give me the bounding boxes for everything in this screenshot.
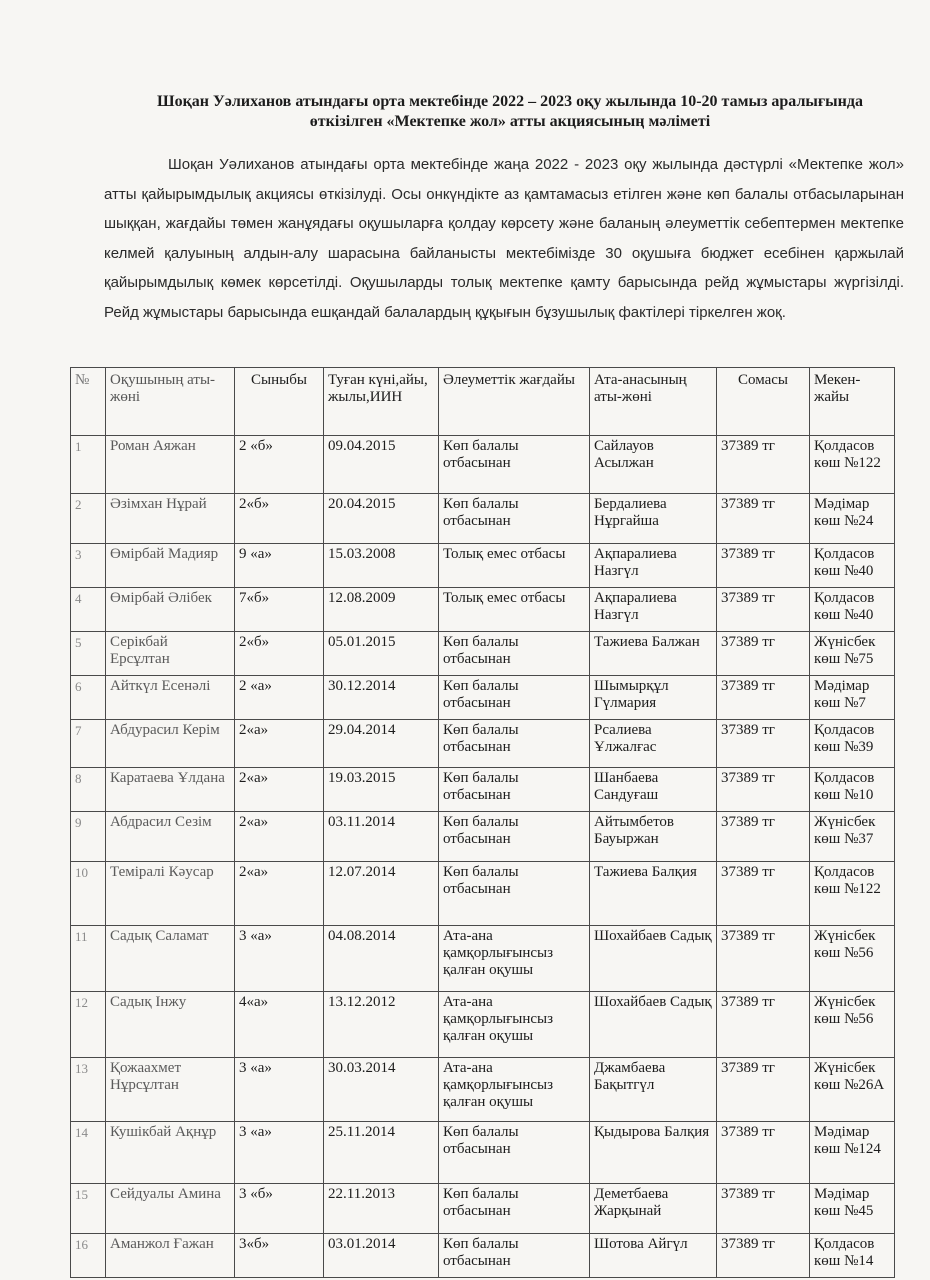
cell-birth-date: 13.12.2012 xyxy=(324,992,439,1058)
cell-row-number: 10 xyxy=(71,862,106,926)
table-row xyxy=(71,494,895,544)
cell-social-status: Толық емес отбасы xyxy=(439,588,590,632)
cell-address: Қолдасов көш №39 xyxy=(810,720,895,768)
cell-birth-date: 03.01.2014 xyxy=(324,1234,439,1278)
cell-parent-name: Айтымбетов Бауыржан xyxy=(590,812,717,862)
cell-address: Қолдасов көш №10 xyxy=(810,768,895,812)
cell-amount: 37389 тг xyxy=(717,494,810,544)
cell-class: 2 «б» xyxy=(235,436,324,494)
table-row xyxy=(71,1234,895,1278)
cell-birth-date: 05.01.2015 xyxy=(324,632,439,676)
cell-social-status: Ата-ана қамқорлығынсыз қалған оқушы xyxy=(439,992,590,1058)
cell-parent-name: Шымырқұл Гүлмария xyxy=(590,676,717,720)
table-row xyxy=(71,720,895,768)
document-title: Шоқан Уәлиханов атындағы орта мектебінде 2022 – 2023 оқу жылында 10-20 тамыз аралығында өткізілген «Мектепке жол» атты акциясының мәліметі xyxy=(157,93,863,130)
cell-address: Мәдімар көш №7 xyxy=(810,676,895,720)
cell-student-name: Әзімхан Нұрай xyxy=(106,494,235,544)
header-birth-date: Туған күні,айы, жылы,ИИН xyxy=(324,368,439,436)
cell-social-status: Көп балалы отбасынан xyxy=(439,720,590,768)
table-row xyxy=(71,632,895,676)
cell-amount: 37389 тг xyxy=(717,1184,810,1234)
cell-student-name: Садық Інжу xyxy=(106,992,235,1058)
table-row xyxy=(71,812,895,862)
cell-social-status: Көп балалы отбасынан xyxy=(439,862,590,926)
cell-address: Қолдасов көш №122 xyxy=(810,862,895,926)
cell-row-number: 15 xyxy=(71,1184,106,1234)
table-header-row xyxy=(71,368,895,436)
cell-address: Қолдасов көш №40 xyxy=(810,544,895,588)
cell-row-number: 14 xyxy=(71,1122,106,1184)
cell-amount: 37389 тг xyxy=(717,1234,810,1278)
cell-amount: 37389 тг xyxy=(717,926,810,992)
cell-social-status: Көп балалы отбасынан xyxy=(439,1184,590,1234)
table-row xyxy=(71,992,895,1058)
cell-amount: 37389 тг xyxy=(717,544,810,588)
cell-social-status: Ата-ана қамқорлығынсыз қалған оқушы xyxy=(439,1058,590,1122)
cell-row-number: 3 xyxy=(71,544,106,588)
cell-row-number: 9 xyxy=(71,812,106,862)
cell-parent-name: Ақпаралиева Назгүл xyxy=(590,544,717,588)
table-row xyxy=(71,436,895,494)
cell-row-number: 11 xyxy=(71,926,106,992)
cell-student-name: Роман Аяжан xyxy=(106,436,235,494)
cell-birth-date: 20.04.2015 xyxy=(324,494,439,544)
header-amount: Сомасы xyxy=(717,368,810,436)
cell-student-name: Кушікбай Ақнұр xyxy=(106,1122,235,1184)
cell-class: 7«б» xyxy=(235,588,324,632)
cell-class: 3«б» xyxy=(235,1234,324,1278)
cell-parent-name: Бердалиева Нұргайша xyxy=(590,494,717,544)
cell-row-number: 7 xyxy=(71,720,106,768)
cell-student-name: Сейдуалы Амина xyxy=(106,1184,235,1234)
cell-row-number: 1 xyxy=(71,436,106,494)
table-row xyxy=(71,862,895,926)
table-row xyxy=(71,1058,895,1122)
cell-address: Жүнісбек көш №56 xyxy=(810,926,895,992)
cell-amount: 37389 тг xyxy=(717,992,810,1058)
cell-student-name: Серікбай Ерсұлтан xyxy=(106,632,235,676)
cell-row-number: 4 xyxy=(71,588,106,632)
cell-class: 2«а» xyxy=(235,812,324,862)
cell-birth-date: 25.11.2014 xyxy=(324,1122,439,1184)
document-paragraph: Шоқан Уәлиханов атындағы орта мектебінде жаңа 2022 - 2023 оқу жылында дәстүрлі «Мектепке жол» атты қайырымдылық акциясы өткізілуді. Осы онкүндікте аз қамтамасыз етілген және көп балалы отбасыларынан шыққан, жағдайы төмен жанұядағы оқушыларға қолдау көрсету және баланың әлеуметтік себептермен мектепке келмей қалуының алдын-алу шарасына байланысты мектебімізде 30 оқушыға бюджет есебінен қаржылай қайырымдылық көмек көрсетілді. Оқушыларды толық мектепке қамту барысында рейд жұмыстары жүргізілді. Рейд жұмыстары барысында ешқандай балалардың құқығын бұзушылық фактілері тіркелген жоқ. xyxy=(104,156,904,321)
table-row xyxy=(71,544,895,588)
cell-social-status: Көп балалы отбасынан xyxy=(439,676,590,720)
cell-social-status: Көп балалы отбасынан xyxy=(439,812,590,862)
cell-social-status: Ата-ана қамқорлығынсыз қалған оқушы xyxy=(439,926,590,992)
cell-birth-date: 29.04.2014 xyxy=(324,720,439,768)
header-address: Мекен-жайы xyxy=(810,368,895,436)
cell-class: 2«а» xyxy=(235,862,324,926)
cell-class: 2«б» xyxy=(235,632,324,676)
cell-birth-date: 09.04.2015 xyxy=(324,436,439,494)
cell-class: 2«а» xyxy=(235,768,324,812)
students-table xyxy=(70,367,895,1278)
cell-parent-name: Шохайбаев Садық xyxy=(590,992,717,1058)
cell-parent-name: Джамбаева Бақытгүл xyxy=(590,1058,717,1122)
cell-birth-date: 12.07.2014 xyxy=(324,862,439,926)
cell-social-status: Көп балалы отбасынан xyxy=(439,632,590,676)
cell-amount: 37389 тг xyxy=(717,720,810,768)
cell-student-name: Өмірбай Мадияр xyxy=(106,544,235,588)
cell-social-status: Көп балалы отбасынан xyxy=(439,768,590,812)
cell-amount: 37389 тг xyxy=(717,436,810,494)
cell-row-number: 8 xyxy=(71,768,106,812)
cell-address: Жүнісбек көш №26А xyxy=(810,1058,895,1122)
cell-class: 3 «а» xyxy=(235,1058,324,1122)
cell-parent-name: Сайлауов Асылжан xyxy=(590,436,717,494)
cell-student-name: Теміралі Кәусар xyxy=(106,862,235,926)
cell-address: Қолдасов көш №40 xyxy=(810,588,895,632)
cell-row-number: 6 xyxy=(71,676,106,720)
cell-amount: 37389 тг xyxy=(717,768,810,812)
header-parent-name: Ата-анасының аты-жөні xyxy=(590,368,717,436)
cell-parent-name: Шохайбаев Садық xyxy=(590,926,717,992)
table-row xyxy=(71,768,895,812)
cell-class: 3 «б» xyxy=(235,1184,324,1234)
cell-birth-date: 15.03.2008 xyxy=(324,544,439,588)
cell-class: 4«а» xyxy=(235,992,324,1058)
cell-row-number: 2 xyxy=(71,494,106,544)
cell-birth-date: 04.08.2014 xyxy=(324,926,439,992)
cell-address: Мәдімар көш №45 xyxy=(810,1184,895,1234)
cell-parent-name: Тажиева Балқия xyxy=(590,862,717,926)
cell-student-name: Абдурасил Керім xyxy=(106,720,235,768)
cell-address: Жүнісбек көш №75 xyxy=(810,632,895,676)
cell-row-number: 12 xyxy=(71,992,106,1058)
cell-class: 2 «а» xyxy=(235,676,324,720)
cell-student-name: Аманжол Ғажан xyxy=(106,1234,235,1278)
table-row xyxy=(71,1184,895,1234)
cell-parent-name: Шотова Айгүл xyxy=(590,1234,717,1278)
cell-address: Қолдасов көш №14 xyxy=(810,1234,895,1278)
cell-address: Қолдасов көш №122 xyxy=(810,436,895,494)
cell-birth-date: 19.03.2015 xyxy=(324,768,439,812)
cell-parent-name: Қыдырова Балқия xyxy=(590,1122,717,1184)
cell-birth-date: 03.11.2014 xyxy=(324,812,439,862)
cell-address: Жүнісбек көш №56 xyxy=(810,992,895,1058)
table-row xyxy=(71,1122,895,1184)
cell-amount: 37389 тг xyxy=(717,632,810,676)
cell-student-name: Айткүл Есенәлі xyxy=(106,676,235,720)
cell-birth-date: 22.11.2013 xyxy=(324,1184,439,1234)
header-social-status: Әлеуметтік жағдайы xyxy=(439,368,590,436)
cell-amount: 37389 тг xyxy=(717,588,810,632)
cell-row-number: 16 xyxy=(71,1234,106,1278)
cell-birth-date: 30.12.2014 xyxy=(324,676,439,720)
cell-class: 2«б» xyxy=(235,494,324,544)
cell-amount: 37389 тг xyxy=(717,812,810,862)
cell-student-name: Қожаахмет Нұрсұлтан xyxy=(106,1058,235,1122)
cell-parent-name: Ақпаралиева Назгүл xyxy=(590,588,717,632)
cell-student-name: Каратаева Ұлдана xyxy=(106,768,235,812)
cell-student-name: Өмірбай Әлібек xyxy=(106,588,235,632)
header-class: Сыныбы xyxy=(235,368,324,436)
cell-social-status: Көп балалы отбасынан xyxy=(439,436,590,494)
cell-social-status: Көп балалы отбасынан xyxy=(439,494,590,544)
cell-parent-name: Рсалиева Ұлжалғас xyxy=(590,720,717,768)
cell-amount: 37389 тг xyxy=(717,862,810,926)
cell-parent-name: Тажиева Балжан xyxy=(590,632,717,676)
cell-social-status: Көп балалы отбасынан xyxy=(439,1122,590,1184)
cell-row-number: 13 xyxy=(71,1058,106,1122)
cell-address: Мәдімар көш №124 xyxy=(810,1122,895,1184)
cell-student-name: Садық Саламат xyxy=(106,926,235,992)
cell-address: Мәдімар көш №24 xyxy=(810,494,895,544)
cell-class: 3 «а» xyxy=(235,926,324,992)
header-number: № xyxy=(71,368,106,436)
cell-parent-name: Деметбаева Жарқынай xyxy=(590,1184,717,1234)
cell-student-name: Абдрасил Сезім xyxy=(106,812,235,862)
table-row xyxy=(71,676,895,720)
cell-amount: 37389 тг xyxy=(717,1058,810,1122)
header-student-name: Оқушының аты-жөні xyxy=(106,368,235,436)
table-row xyxy=(71,588,895,632)
cell-class: 9 «а» xyxy=(235,544,324,588)
table-row xyxy=(71,926,895,992)
cell-row-number: 5 xyxy=(71,632,106,676)
cell-class: 3 «а» xyxy=(235,1122,324,1184)
cell-amount: 37389 тг xyxy=(717,1122,810,1184)
cell-amount: 37389 тг xyxy=(717,676,810,720)
cell-address: Жүнісбек көш №37 xyxy=(810,812,895,862)
cell-class: 2«а» xyxy=(235,720,324,768)
cell-social-status: Толық емес отбасы xyxy=(439,544,590,588)
cell-birth-date: 12.08.2009 xyxy=(324,588,439,632)
cell-parent-name: Шанбаева Сандуғаш xyxy=(590,768,717,812)
cell-birth-date: 30.03.2014 xyxy=(324,1058,439,1122)
cell-social-status: Көп балалы отбасынан xyxy=(439,1234,590,1278)
